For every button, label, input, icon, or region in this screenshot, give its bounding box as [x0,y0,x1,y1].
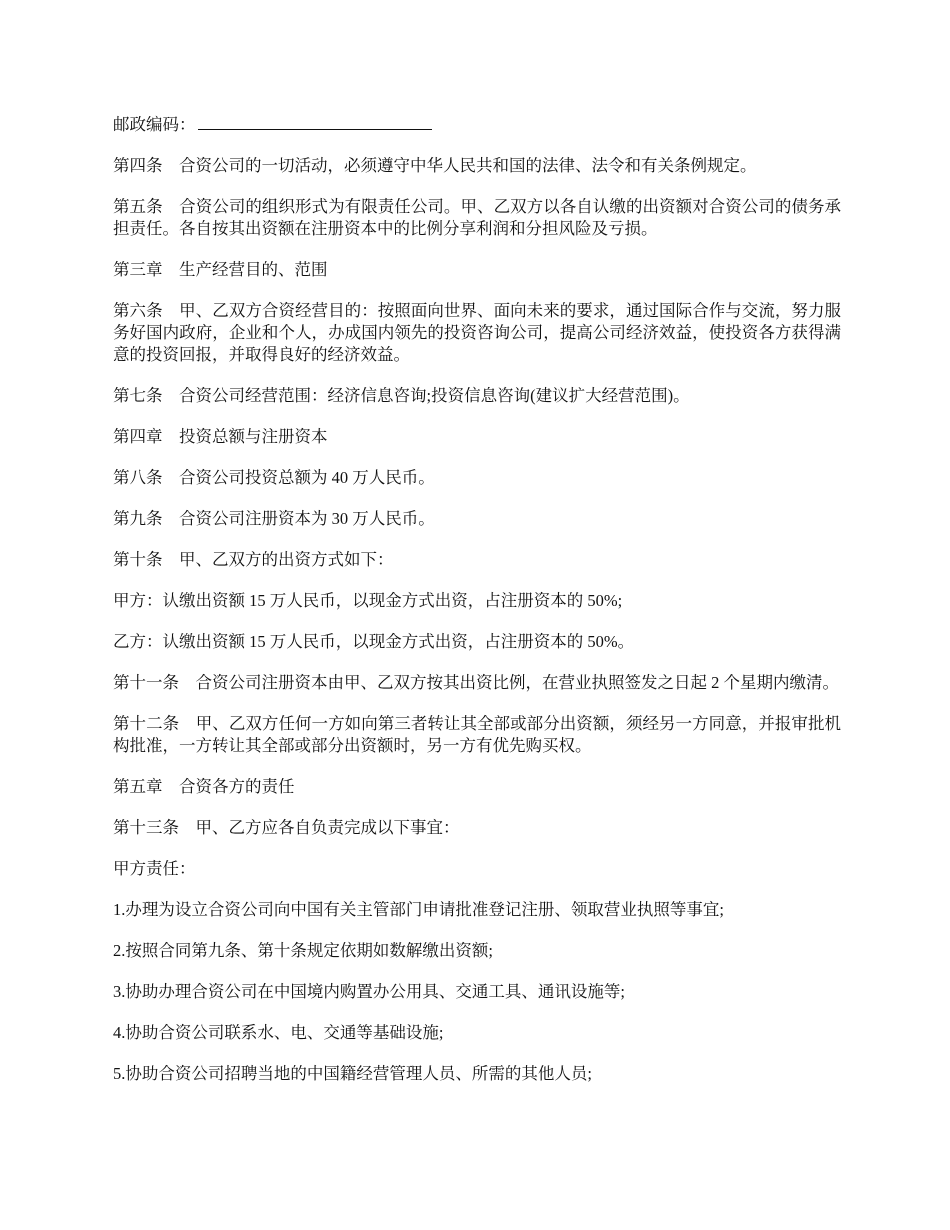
article-7: 第七条 合资公司经营范围：经济信息咨询;投资信息咨询(建议扩大经营范围)。 [113,386,690,405]
chapter-5-heading: 第五章 合资各方的责任 [113,777,295,796]
article-11: 第十一条 合资公司注册资本由甲、乙双方按其出资比例，在营业执照签发之日起 2 个星期内缴清。 [113,673,839,692]
party-a-responsibilities-heading: 甲方责任： [113,859,196,878]
chapter-3-heading: 第三章 生产经营目的、范围 [113,260,328,279]
responsibility-item-1: 1.办理为设立合资公司向中国有关主管部门申请批准登记注册、领取营业执照等事宜; [113,900,724,919]
postal-code-blank [198,112,432,130]
responsibility-item-5: 5.协助合资公司招聘当地的中国籍经营管理人员、所需的其他人员; [113,1064,592,1083]
article-4: 第四条 合资公司的一切活动，必须遵守中华人民共和国的法律、法令和有关条例规定。 [113,156,757,175]
article-5: 第五条 合资公司的组织形式为有限责任公司。甲、乙双方以各自认缴的出资额对合资公司的债务承担责任。各自按其出资额在注册资本中的比例分享利润和分担风险及亏损。 [113,197,841,238]
article-9: 第九条 合资公司注册资本为 30 万人民币。 [113,509,435,528]
article-6: 第六条 甲、乙双方合资经营目的：按照面向世界、面向未来的要求，通过国际合作与交流，努力服务好国内政府，企业和个人，办成国内领先的投资咨询公司，提高公司经济效益，使投资各方获得满意的投资回报，并取得良好的经济效益。 [113,301,841,364]
article-13: 第十三条 甲、乙方应各自负责完成以下事宜： [113,818,460,837]
article-10: 第十条 甲、乙双方的出资方式如下： [113,550,394,569]
responsibility-item-4: 4.协助合资公司联系水、电、交通等基础设施; [113,1023,444,1042]
party-a-contribution: 甲方：认缴出资额 15 万人民币，以现金方式出资，占注册资本的 50%; [113,591,623,610]
article-8: 第八条 合资公司投资总额为 40 万人民币。 [113,468,435,487]
party-b-contribution: 乙方：认缴出资额 15 万人民币，以现金方式出资，占注册资本的 50%。 [113,632,635,651]
postal-code-label: 邮政编码： [113,115,196,134]
responsibility-item-2: 2.按照合同第九条、第十条规定依期如数解缴出资额; [113,941,493,960]
postal-code-line [113,112,841,136]
document-page [113,112,841,1104]
article-12: 第十二条 甲、乙双方任何一方如向第三者转让其全部或部分出资额，须经另一方同意，并报审批机构批准，一方转让其全部或部分出资额时，另一方有优先购买权。 [113,714,841,755]
responsibility-item-3: 3.协助办理合资公司在中国境内购置办公用具、交通工具、通讯设施等; [113,982,625,1001]
chapter-4-heading: 第四章 投资总额与注册资本 [113,427,328,446]
